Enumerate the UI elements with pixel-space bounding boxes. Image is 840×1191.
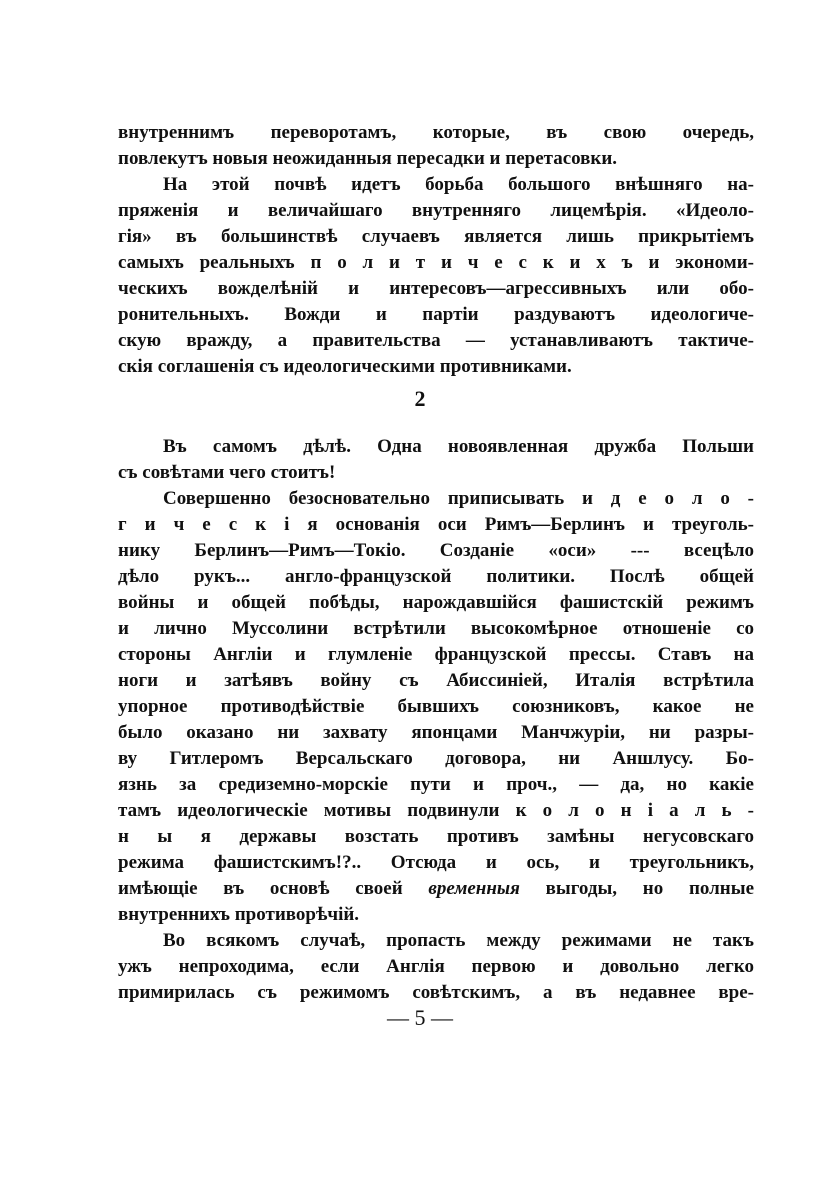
text-line: тамъ идеологическіе мотивы подвинули к о л о н і а л ь - — [118, 800, 754, 821]
text-line: ческихъ вожделѣній и интересовъ—агрессивныхъ или обо- — [118, 278, 754, 299]
text-line: скія соглашенія съ идеологическими противниками. — [118, 356, 572, 377]
text-line: войны и общей побѣды, нарождавшійся фашистскій режимъ — [118, 592, 754, 613]
text-segment: выгоды, но полные — [545, 878, 755, 899]
text-line: стороны Англіи и глумленіе французской прессы. Ставъ на — [118, 644, 754, 665]
text-line: режима фашистскимъ!?.. Отсюда и ось, и треугольникъ, — [118, 852, 754, 873]
text-line: н ы я державы возстать противъ замѣны негусовскаго — [118, 826, 754, 847]
text-line-mixed — [118, 876, 754, 902]
page-number: — 5 — — [387, 1005, 453, 1030]
text-line: примирилась съ режимомъ совѣтскимъ, а въ недавнее вре- — [118, 982, 754, 1003]
text-segment: имѣющіе въ основѣ своей — [118, 878, 403, 899]
text-line: ужъ непроходима, если Англія первою и довольно легко — [118, 956, 754, 977]
text-line: самыхъ реальныхъ п о л и т и ч е с к и х ъ и экономи- — [118, 252, 754, 273]
text-line: внутреннихъ противорѣчій. — [118, 904, 360, 925]
text-line: скую вражду, а правительства — устанавливаютъ тактиче- — [118, 330, 754, 351]
text-line: съ совѣтами чего стоитъ! — [118, 462, 336, 483]
text-line: повлекутъ новыя неожиданныя пересадки и перетасовки. — [118, 148, 618, 169]
text-line: ноги и затѣявъ войну съ Абиссиніей, Италія встрѣтила — [118, 670, 754, 691]
text-line: г и ч е с к і я основанія оси Римъ—Берлинъ и треуголь- — [118, 514, 754, 535]
text-line: язнь за средиземно-морскіе пути и проч., — да, но какіе — [118, 774, 754, 795]
text-line: дѣло рукъ... англо-французской политики. Послѣ общей — [118, 566, 754, 587]
text-line: На этой почвѣ идетъ борьба большого внѣшняго на- — [163, 174, 754, 195]
text-line: Во всякомъ случаѣ, пропасть между режимами не такъ — [163, 930, 754, 951]
text-line: Совершенно безосновательно приписывать и д е о л о - — [163, 488, 754, 509]
text-line: и лично Муссолини встрѣтили высокомѣрное отношеніе со — [118, 618, 754, 639]
text-line: упорное противодѣйствіе бывшихъ союзниковъ, какое не — [118, 696, 754, 717]
text-line: нику Берлинъ—Римъ—Токіо. Созданіе «оси» --- всецѣло — [118, 540, 754, 561]
text-line: ву Гитлеромъ Версальскаго договора, ни Аншлусу. Бо- — [118, 748, 754, 769]
text-line: пряженія и величайшаго внутренняго лицемѣрія. «Идеоло- — [118, 200, 754, 221]
text-line: Въ самомъ дѣлѣ. Одна новоявленная дружба Польши — [163, 436, 754, 457]
italic-word: временныя — [428, 878, 520, 899]
text-line: ронительныхъ. Вожди и партіи раздуваютъ идеологиче- — [118, 304, 754, 325]
text-line: было оказано ни захвату японцами Манчжуріи, ни разры- — [118, 722, 754, 743]
text-line: гія» въ большинствѣ случаевъ является лишь прикрытіемъ — [118, 226, 754, 247]
text-line: внутреннимъ переворотамъ, которые, въ свою очередь, — [118, 122, 754, 143]
section-number: 2 — [414, 386, 426, 411]
